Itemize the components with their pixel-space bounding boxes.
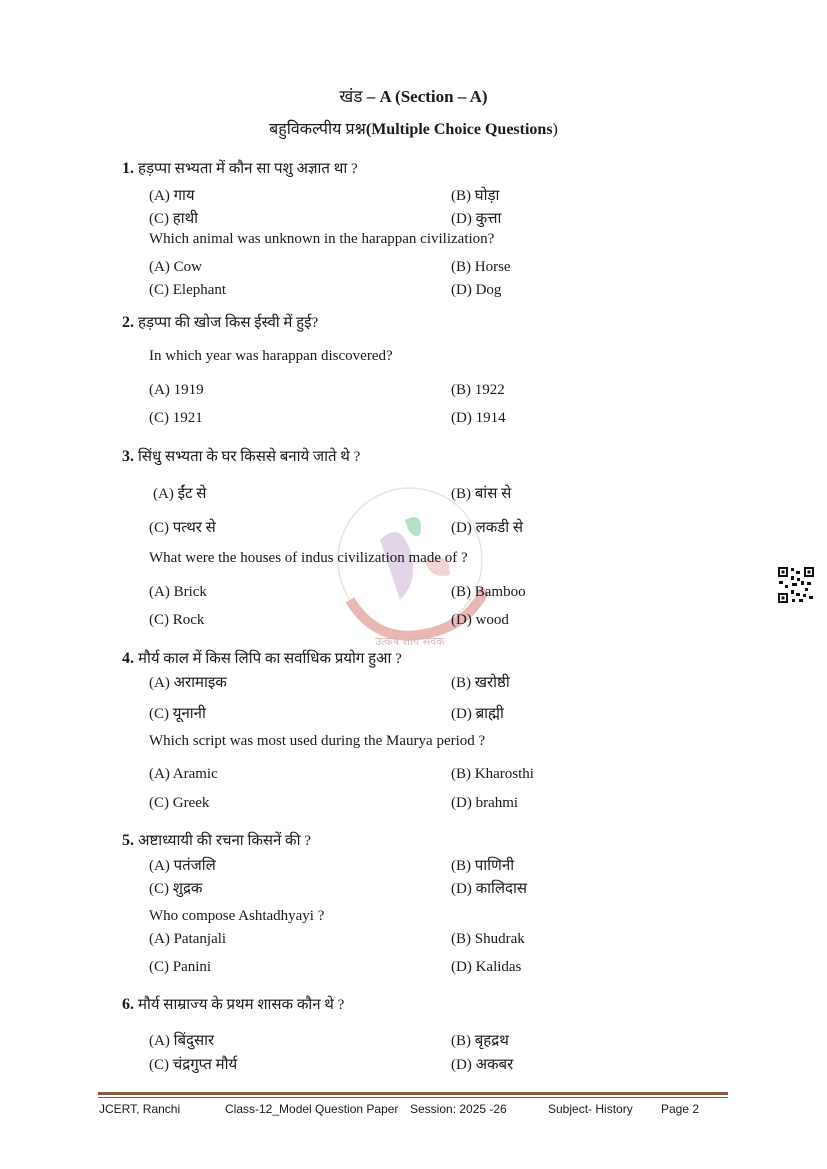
option-d-hi: (D) लकडी से — [451, 520, 524, 536]
option-a-hi: (A) ईंट से — [153, 486, 207, 502]
footer-rule-thick — [98, 1092, 728, 1095]
option-d-en: (D) Kalidas — [451, 959, 522, 975]
section-heading-hi: खंड — [339, 87, 363, 106]
question-text-hi: सिंधु सभ्यता के घर किससे बनाये जाते थे ? — [138, 449, 361, 465]
option-d-en: (D) Dog — [451, 282, 502, 298]
option-b-en: (B) Horse — [451, 259, 511, 275]
option-b-hi: (B) खरोष्ठी — [451, 675, 510, 691]
watermark-motto: उत्कर्ष शौर्य सेवक — [375, 635, 445, 648]
footer-paper: Class-12_Model Question Paper — [225, 1102, 399, 1116]
option-a-en: (A) Cow — [149, 259, 202, 275]
footer-org: JCERT, Ranchi — [99, 1102, 181, 1116]
question-text-hi: हड़प्पा सभ्यता में कौन सा पशु अज्ञात था ? — [138, 161, 358, 177]
option-c-en: (C) 1921 — [149, 410, 203, 426]
option-d-hi: (D) कालिदास — [451, 881, 528, 897]
option-c-hi: (C) चंद्रगुप्त मौर्य — [149, 1057, 238, 1073]
question-number: 4. — [122, 650, 134, 667]
option-a-en: (A) Brick — [149, 584, 207, 600]
question-1 — [122, 158, 358, 178]
mcq-heading — [0, 117, 827, 139]
question-number: 1. — [122, 160, 134, 177]
option-a-en: (A) Aramic — [149, 766, 218, 782]
question-text-en: Who compose Ashtadhyayi ? — [149, 908, 325, 924]
option-b-en: (B) Kharosthi — [451, 766, 534, 782]
option-b-en: (B) 1922 — [451, 382, 505, 398]
option-d-hi: (D) कुत्ता — [451, 211, 502, 227]
option-b-hi: (B) घोड़ा — [451, 188, 500, 204]
option-b-hi: (B) बृहद्रथ — [451, 1033, 509, 1049]
section-heading-dash: – — [362, 87, 380, 106]
section-heading — [0, 84, 827, 107]
option-c-hi: (C) हाथी — [149, 211, 199, 227]
section-heading-en: A (Section – A) — [379, 87, 488, 106]
option-a-en: (A) 1919 — [149, 382, 204, 398]
question-4 — [122, 648, 402, 668]
footer-page-number: Page 2 — [661, 1102, 700, 1116]
option-c-en: (C) Elephant — [149, 282, 227, 298]
option-b-en: (B) Bamboo — [451, 584, 526, 600]
question-2 — [122, 312, 318, 332]
question-6 — [122, 994, 344, 1014]
question-text-hi: अष्टाध्यायी की रचना किसनें की ? — [138, 833, 311, 849]
option-b-hi: (B) बांस से — [451, 486, 512, 502]
option-d-en: (D) brahmi — [451, 795, 519, 811]
option-c-en: (C) Rock — [149, 612, 205, 628]
mcq-heading-en: (Multiple Choice Questions — [365, 121, 553, 138]
question-number: 6. — [122, 996, 134, 1013]
question-text-en: Which animal was unknown in the harappan civilization? — [149, 231, 495, 247]
qr-code-icon — [777, 566, 815, 604]
question-text-en: Which script was most used during the Maurya period ? — [149, 733, 486, 749]
question-number: 5. — [122, 832, 134, 849]
option-c-hi: (C) पत्थर से — [149, 520, 216, 536]
question-number: 3. — [122, 448, 134, 465]
option-a-en: (A) Patanjali — [149, 931, 227, 947]
question-text-en: What were the houses of indus civilization made of ? — [149, 550, 468, 566]
option-c-en: (C) Greek — [149, 795, 210, 811]
option-d-hi: (D) ब्राह्मी — [451, 706, 504, 722]
question-number: 2. — [122, 314, 134, 331]
option-c-hi: (C) शुद्रक — [149, 881, 203, 897]
option-d-en: (D) wood — [451, 612, 509, 628]
option-b-hi: (B) पाणिनी — [451, 858, 515, 874]
question-text-hi: मौर्य काल में किस लिपि का सर्वाधिक प्रयोग हुआ ? — [138, 651, 402, 667]
question-text-hi: मौर्य साम्राज्य के प्रथम शासक कौन थे ? — [138, 997, 345, 1013]
option-a-hi: (A) पतंजलि — [149, 858, 216, 874]
option-d-hi: (D) अकबर — [451, 1057, 514, 1073]
mcq-heading-close: ) — [552, 121, 558, 138]
question-text-en: In which year was harappan discovered? — [149, 348, 393, 364]
mcq-heading-hi: बहुविकल्पीय प्रश्न — [269, 121, 366, 138]
option-b-en: (B) Shudrak — [451, 931, 525, 947]
option-a-hi: (A) अरामाइक — [149, 675, 227, 691]
option-c-hi: (C) यूनानी — [149, 706, 206, 722]
option-d-en: (D) 1914 — [451, 410, 506, 426]
option-a-hi: (A) बिंदुसार — [149, 1033, 215, 1049]
question-5 — [122, 830, 311, 850]
option-a-hi: (A) गाय — [149, 188, 195, 204]
footer-rule-thin — [98, 1097, 728, 1098]
question-3 — [122, 446, 360, 466]
option-c-en: (C) Panini — [149, 959, 212, 975]
question-text-hi: हड़प्पा की खोज किस ईस्वी में हुई? — [138, 315, 319, 331]
footer-session: Session: 2025 -26 — [410, 1102, 507, 1116]
footer-subject: Subject- History — [548, 1102, 633, 1116]
